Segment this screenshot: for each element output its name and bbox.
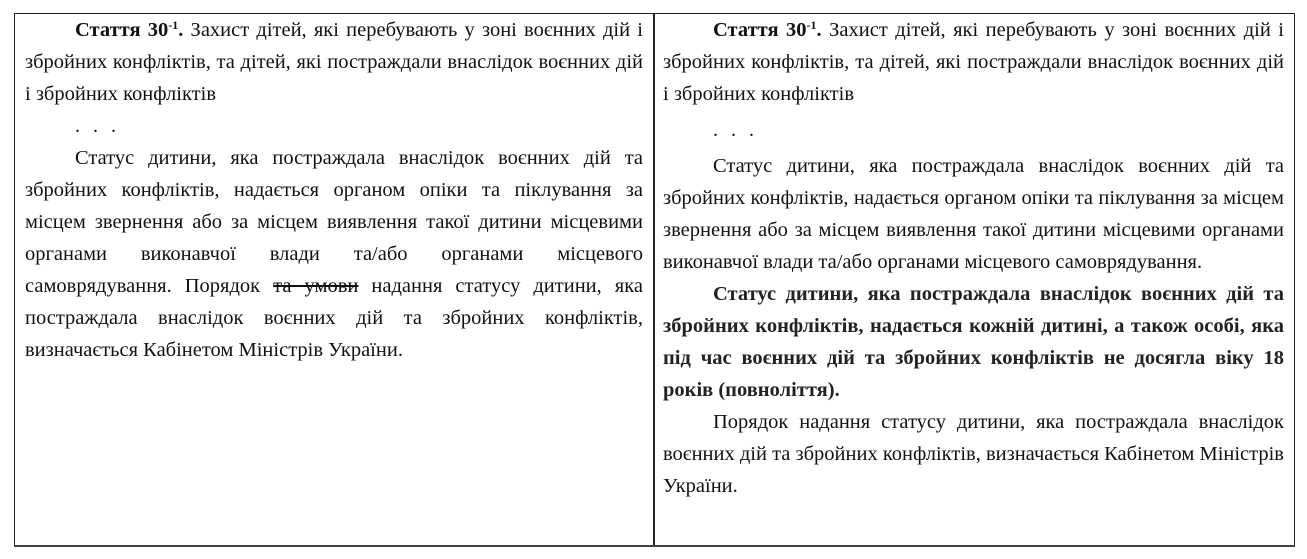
- article-heading: [25, 14, 643, 110]
- proposed-version-column: [655, 14, 1294, 545]
- procedure-paragraph: Порядок надання статусу дитини, яка постраждала внаслідок воєнних дій та збройних конфліктів, визначається Кабінетом Міністрів України.: [663, 411, 1284, 497]
- added-status-paragraph: Статус дитини, яка постраждала внаслідок воєнних дій та збройних конфліктів, надається кожній дитині, а також особі, яка під час воєнних дій та збройних конфліктів не досягла віку 18 років (повноліття).: [663, 283, 1284, 401]
- ellipsis: . . .: [75, 115, 120, 137]
- article-title: Захист дітей, які перебувають у зоні воєнних дій і збройних конфліктів, та дітей, які постраждали внаслідок воєнних дій і збройних конфліктів: [663, 19, 1284, 105]
- article-number: Стаття $30^{-1}$.: [713, 18, 822, 41]
- article-heading: [663, 14, 1284, 110]
- article-number: Стаття $30^{-1}$.: [75, 18, 184, 41]
- article-title: Захист дітей, які перебувають у зоні воєнних дій і збройних конфліктів, та дітей, які постраждали внаслідок воєнних дій і збройних конфліктів: [25, 19, 643, 105]
- current-version-column: [15, 14, 655, 545]
- status-paragraph: Статус дитини, яка постраждала внаслідок воєнних дій та збройних конфліктів, надається органом опіки та піклування за місцем звернення або за місцем виявлення такої дитини місцевими органами виконавчої влади та/або органами місцевого самоврядування.: [663, 155, 1284, 273]
- comparison-table: [14, 13, 1295, 547]
- deleted-text: та умови: [273, 275, 359, 297]
- ellipsis: . . .: [713, 119, 758, 141]
- status-paragraph: Статус дитини, яка постраждала внаслідок воєнних дій та збройних конфліктів, надається органом опіки та піклування за місцем звернення або за місцем виявлення такої дитини місцевими органами виконавчої влади та/або органами місцевого самоврядування. Порядок та умови надання статусу дитини, яка постраждала внаслідок воєнних дій та збройних конфліктів, визначається Кабінетом Міністрів України.: [25, 147, 643, 361]
